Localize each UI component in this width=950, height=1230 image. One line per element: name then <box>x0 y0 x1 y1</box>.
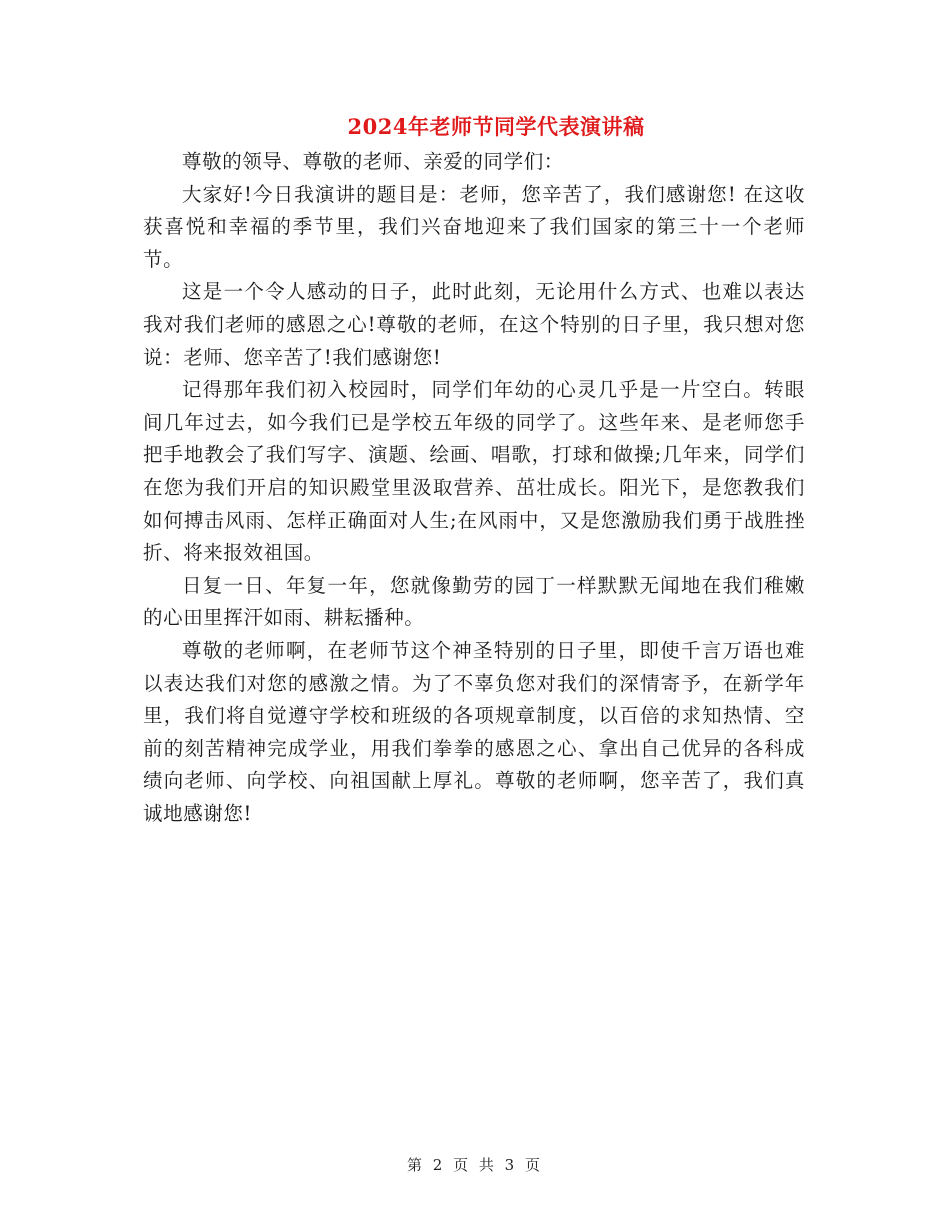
document-title: 2024年老师节同学代表演讲稿 <box>347 114 645 139</box>
document-body <box>143 146 805 830</box>
paragraph-memories: 记得那年我们初入校园时，同学们年幼的心灵几乎是一片空白。转眼间几年过去，如今我们已是学校五年级的同学了。这些年来、是老师您手把手地教会了我们写字、演题、绘画、唱歌，打球和做操;几年来，同学们在您为我们开启的知识殿堂里汲取营养、茁壮成长。阳光下，是您教我们如何搏击风雨、怎样正确面对人生;在风雨中，又是您激励我们勇于战胜挫折、将来报效祖国。 <box>143 378 805 565</box>
paragraph-opening: 大家好!今日我演讲的题目是：老师，您辛苦了，我们感谢您! 在这收获喜悦和幸福的季节里，我们兴奋地迎来了我们国家的第三十一个老师节。 <box>143 182 805 271</box>
paragraph-gardener: 日复一日、年复一年，您就像勤劳的园丁一样默默无闻地在我们稚嫩的心田里挥汗如雨、耕耘播种。 <box>143 573 805 630</box>
paragraph-closing: 尊敬的老师啊，在老师节这个神圣特别的日子里，即使千言万语也难以表达我们对您的感激之情。为了不辜负您对我们的深情寄予，在新学年里，我们将自觉遵守学校和班级的各项规章制度，以百倍的求知热情、空前的刻苦精神完成学业，用我们拳拳的感恩之心、拿出自己优异的各科成绩向老师、向学校、向祖国献上厚礼。尊敬的老师啊，您辛苦了，我们真诚地感谢您! <box>143 638 805 825</box>
page-number-footer: 第 2 页 共 3 页 <box>407 1156 543 1174</box>
paragraph-greeting: 尊敬的领导、尊敬的老师、亲爱的同学们： <box>182 150 564 173</box>
paragraph-gratitude: 这是一个令人感动的日子，此时此刻，无论用什么方式、也难以表达我对我们老师的感恩之心!尊敬的老师，在这个特别的日子里，我只想对您说：老师、您辛苦了!我们感谢您! <box>143 280 805 369</box>
